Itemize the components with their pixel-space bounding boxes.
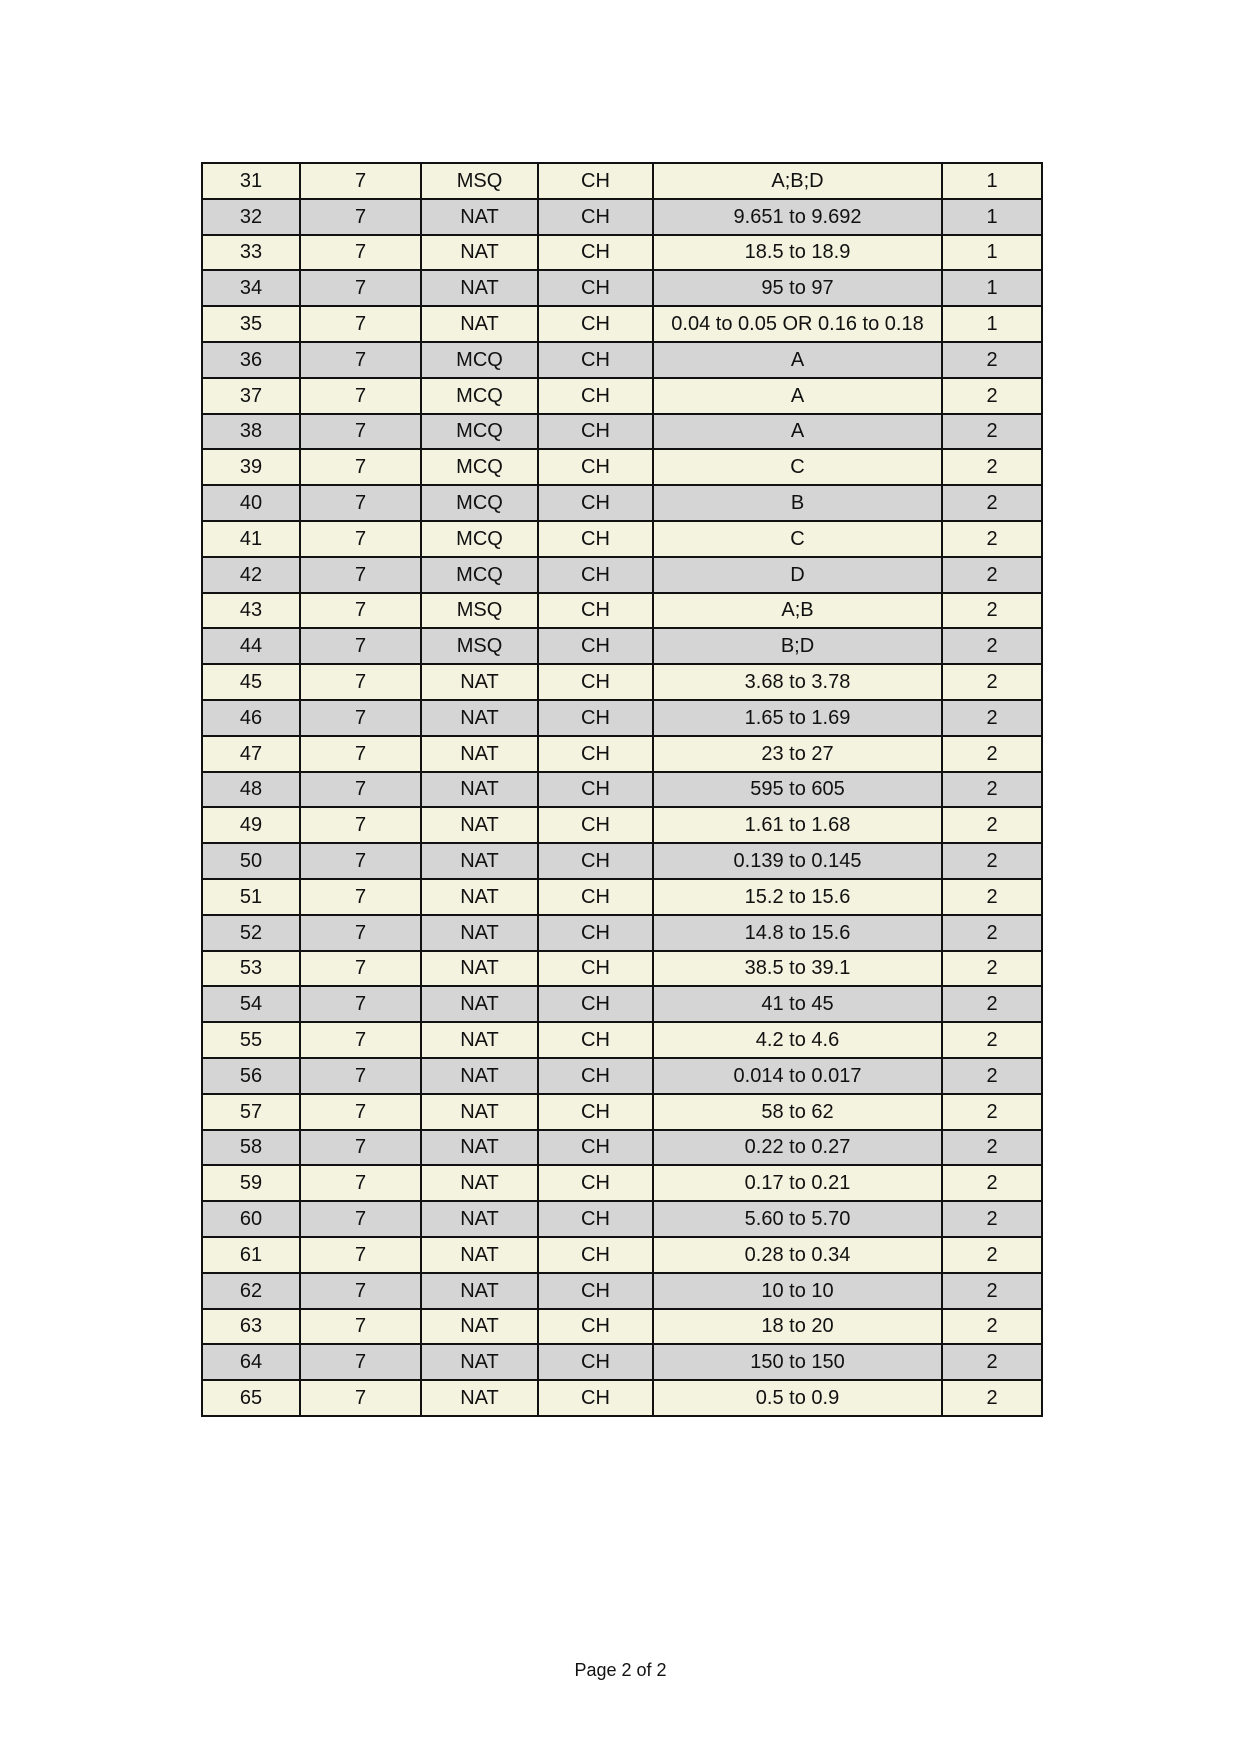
session-cell: 7	[300, 270, 421, 306]
section-cell: CH	[538, 664, 653, 700]
answer-key-cell: 38.5 to 39.1	[653, 951, 942, 987]
section-cell: CH	[538, 449, 653, 485]
marks-cell: 1	[942, 270, 1042, 306]
question-number-cell: 52	[202, 915, 300, 951]
question-type-cell: NAT	[421, 915, 538, 951]
section-cell: CH	[538, 1380, 653, 1416]
section-cell: CH	[538, 414, 653, 450]
question-number-cell: 55	[202, 1022, 300, 1058]
section-cell: CH	[538, 1344, 653, 1380]
question-type-cell: NAT	[421, 1165, 538, 1201]
question-number-cell: 62	[202, 1273, 300, 1309]
table-row	[202, 1130, 1042, 1166]
session-cell: 7	[300, 235, 421, 271]
question-number-cell: 49	[202, 807, 300, 843]
answer-key-cell: 9.651 to 9.692	[653, 199, 942, 235]
question-number-cell: 33	[202, 235, 300, 271]
marks-cell: 1	[942, 199, 1042, 235]
answer-key-cell: 14.8 to 15.6	[653, 915, 942, 951]
question-type-cell: NAT	[421, 879, 538, 915]
section-cell: CH	[538, 1022, 653, 1058]
section-cell: CH	[538, 163, 653, 199]
table-row	[202, 521, 1042, 557]
answer-key-cell: 18.5 to 18.9	[653, 235, 942, 271]
question-type-cell: NAT	[421, 1058, 538, 1094]
answer-key-body	[202, 163, 1042, 1416]
question-number-cell: 46	[202, 700, 300, 736]
question-type-cell: NAT	[421, 1380, 538, 1416]
table-row	[202, 1058, 1042, 1094]
answer-key-cell: 0.04 to 0.05 OR 0.16 to 0.18	[653, 306, 942, 342]
marks-cell: 2	[942, 736, 1042, 772]
marks-cell: 2	[942, 1022, 1042, 1058]
answer-key-cell: A;B	[653, 593, 942, 629]
answer-key-cell: A	[653, 414, 942, 450]
section-cell: CH	[538, 1201, 653, 1237]
session-cell: 7	[300, 700, 421, 736]
question-number-cell: 35	[202, 306, 300, 342]
session-cell: 7	[300, 664, 421, 700]
question-type-cell: NAT	[421, 843, 538, 879]
table-row	[202, 235, 1042, 271]
session-cell: 7	[300, 1380, 421, 1416]
question-type-cell: NAT	[421, 270, 538, 306]
question-number-cell: 41	[202, 521, 300, 557]
question-type-cell: NAT	[421, 772, 538, 808]
session-cell: 7	[300, 1130, 421, 1166]
question-type-cell: MCQ	[421, 378, 538, 414]
session-cell: 7	[300, 557, 421, 593]
section-cell: CH	[538, 1058, 653, 1094]
table-row	[202, 879, 1042, 915]
session-cell: 7	[300, 449, 421, 485]
answer-key-cell: D	[653, 557, 942, 593]
table-row	[202, 414, 1042, 450]
marks-cell: 2	[942, 1273, 1042, 1309]
question-type-cell: MSQ	[421, 163, 538, 199]
session-cell: 7	[300, 163, 421, 199]
answer-key-cell: 1.65 to 1.69	[653, 700, 942, 736]
question-type-cell: NAT	[421, 1201, 538, 1237]
session-cell: 7	[300, 879, 421, 915]
answer-key-cell: 15.2 to 15.6	[653, 879, 942, 915]
marks-cell: 2	[942, 557, 1042, 593]
marks-cell: 2	[942, 342, 1042, 378]
section-cell: CH	[538, 1309, 653, 1345]
answer-key-cell: 18 to 20	[653, 1309, 942, 1345]
marks-cell: 2	[942, 1237, 1042, 1273]
marks-cell: 2	[942, 772, 1042, 808]
session-cell: 7	[300, 951, 421, 987]
answer-key-cell: 3.68 to 3.78	[653, 664, 942, 700]
table-row	[202, 700, 1042, 736]
question-number-cell: 48	[202, 772, 300, 808]
session-cell: 7	[300, 843, 421, 879]
marks-cell: 2	[942, 485, 1042, 521]
session-cell: 7	[300, 1344, 421, 1380]
question-type-cell: MCQ	[421, 485, 538, 521]
question-number-cell: 45	[202, 664, 300, 700]
section-cell: CH	[538, 235, 653, 271]
marks-cell: 2	[942, 378, 1042, 414]
section-cell: CH	[538, 306, 653, 342]
marks-cell: 2	[942, 521, 1042, 557]
marks-cell: 2	[942, 593, 1042, 629]
table-row	[202, 772, 1042, 808]
table-row	[202, 306, 1042, 342]
question-number-cell: 40	[202, 485, 300, 521]
session-cell: 7	[300, 414, 421, 450]
question-number-cell: 60	[202, 1201, 300, 1237]
marks-cell: 2	[942, 843, 1042, 879]
table-row	[202, 1344, 1042, 1380]
session-cell: 7	[300, 378, 421, 414]
answer-key-cell: 0.17 to 0.21	[653, 1165, 942, 1201]
question-type-cell: NAT	[421, 986, 538, 1022]
marks-cell: 2	[942, 1201, 1042, 1237]
question-number-cell: 56	[202, 1058, 300, 1094]
question-type-cell: MCQ	[421, 449, 538, 485]
question-number-cell: 38	[202, 414, 300, 450]
marks-cell: 2	[942, 879, 1042, 915]
question-type-cell: NAT	[421, 736, 538, 772]
question-number-cell: 39	[202, 449, 300, 485]
section-cell: CH	[538, 772, 653, 808]
answer-key-cell: C	[653, 449, 942, 485]
question-type-cell: NAT	[421, 1344, 538, 1380]
question-type-cell: NAT	[421, 1094, 538, 1130]
section-cell: CH	[538, 1094, 653, 1130]
table-row	[202, 270, 1042, 306]
session-cell: 7	[300, 521, 421, 557]
table-row	[202, 557, 1042, 593]
table-row	[202, 163, 1042, 199]
table-row	[202, 1237, 1042, 1273]
answer-key-cell: 0.28 to 0.34	[653, 1237, 942, 1273]
marks-cell: 2	[942, 664, 1042, 700]
question-number-cell: 51	[202, 879, 300, 915]
question-type-cell: NAT	[421, 700, 538, 736]
marks-cell: 2	[942, 1380, 1042, 1416]
session-cell: 7	[300, 807, 421, 843]
question-type-cell: MCQ	[421, 342, 538, 378]
table-row	[202, 1380, 1042, 1416]
answer-key-cell: 0.5 to 0.9	[653, 1380, 942, 1416]
question-number-cell: 61	[202, 1237, 300, 1273]
section-cell: CH	[538, 736, 653, 772]
marks-cell: 2	[942, 986, 1042, 1022]
answer-key-cell: A;B;D	[653, 163, 942, 199]
question-type-cell: NAT	[421, 1130, 538, 1166]
table-row	[202, 199, 1042, 235]
session-cell: 7	[300, 306, 421, 342]
table-row	[202, 342, 1042, 378]
question-number-cell: 31	[202, 163, 300, 199]
question-number-cell: 59	[202, 1165, 300, 1201]
section-cell: CH	[538, 700, 653, 736]
question-type-cell: NAT	[421, 1022, 538, 1058]
section-cell: CH	[538, 986, 653, 1022]
answer-key-cell: A	[653, 378, 942, 414]
question-type-cell: MCQ	[421, 521, 538, 557]
question-type-cell: NAT	[421, 1273, 538, 1309]
table-row	[202, 1094, 1042, 1130]
session-cell: 7	[300, 1273, 421, 1309]
question-number-cell: 47	[202, 736, 300, 772]
answer-key-cell: 10 to 10	[653, 1273, 942, 1309]
question-type-cell: NAT	[421, 1309, 538, 1345]
table-row	[202, 1165, 1042, 1201]
section-cell: CH	[538, 378, 653, 414]
marks-cell: 1	[942, 235, 1042, 271]
section-cell: CH	[538, 557, 653, 593]
question-number-cell: 54	[202, 986, 300, 1022]
answer-key-cell: 1.61 to 1.68	[653, 807, 942, 843]
table-row	[202, 1201, 1042, 1237]
question-number-cell: 50	[202, 843, 300, 879]
question-type-cell: MSQ	[421, 593, 538, 629]
marks-cell: 2	[942, 449, 1042, 485]
marks-cell: 2	[942, 951, 1042, 987]
answer-key-cell: A	[653, 342, 942, 378]
table-row	[202, 1273, 1042, 1309]
answer-key-table	[201, 162, 1043, 1417]
table-row	[202, 378, 1042, 414]
question-number-cell: 53	[202, 951, 300, 987]
session-cell: 7	[300, 593, 421, 629]
question-type-cell: MCQ	[421, 557, 538, 593]
question-number-cell: 37	[202, 378, 300, 414]
section-cell: CH	[538, 199, 653, 235]
question-number-cell: 36	[202, 342, 300, 378]
session-cell: 7	[300, 1201, 421, 1237]
marks-cell: 2	[942, 700, 1042, 736]
table-row	[202, 843, 1042, 879]
table-row	[202, 485, 1042, 521]
section-cell: CH	[538, 1273, 653, 1309]
section-cell: CH	[538, 628, 653, 664]
table-row	[202, 1309, 1042, 1345]
session-cell: 7	[300, 485, 421, 521]
section-cell: CH	[538, 915, 653, 951]
marks-cell: 2	[942, 807, 1042, 843]
marks-cell: 1	[942, 306, 1042, 342]
answer-key-cell: 0.22 to 0.27	[653, 1130, 942, 1166]
marks-cell: 2	[942, 1130, 1042, 1166]
answer-key-cell: 58 to 62	[653, 1094, 942, 1130]
answer-key-cell: C	[653, 521, 942, 557]
question-number-cell: 44	[202, 628, 300, 664]
marks-cell: 2	[942, 915, 1042, 951]
session-cell: 7	[300, 772, 421, 808]
answer-key-cell: 41 to 45	[653, 986, 942, 1022]
question-type-cell: MSQ	[421, 628, 538, 664]
marks-cell: 2	[942, 1058, 1042, 1094]
question-type-cell: NAT	[421, 664, 538, 700]
question-number-cell: 64	[202, 1344, 300, 1380]
section-cell: CH	[538, 807, 653, 843]
answer-key-cell: 5.60 to 5.70	[653, 1201, 942, 1237]
page-number: Page 2 of 2	[574, 1660, 667, 1680]
marks-cell: 2	[942, 1094, 1042, 1130]
answer-key-cell: 150 to 150	[653, 1344, 942, 1380]
answer-key-cell: 4.2 to 4.6	[653, 1022, 942, 1058]
section-cell: CH	[538, 342, 653, 378]
question-number-cell: 34	[202, 270, 300, 306]
question-number-cell: 58	[202, 1130, 300, 1166]
section-cell: CH	[538, 1165, 653, 1201]
session-cell: 7	[300, 1094, 421, 1130]
marks-cell: 2	[942, 1165, 1042, 1201]
answer-key-cell: 0.014 to 0.017	[653, 1058, 942, 1094]
section-cell: CH	[538, 485, 653, 521]
question-type-cell: NAT	[421, 1237, 538, 1273]
answer-key-cell: 95 to 97	[653, 270, 942, 306]
table-row	[202, 915, 1042, 951]
question-number-cell: 63	[202, 1309, 300, 1345]
marks-cell: 2	[942, 628, 1042, 664]
marks-cell: 2	[942, 414, 1042, 450]
table-row	[202, 593, 1042, 629]
question-number-cell: 42	[202, 557, 300, 593]
question-type-cell: NAT	[421, 235, 538, 271]
table-row	[202, 1022, 1042, 1058]
session-cell: 7	[300, 342, 421, 378]
table-row	[202, 664, 1042, 700]
session-cell: 7	[300, 1165, 421, 1201]
section-cell: CH	[538, 593, 653, 629]
answer-key-cell: 0.139 to 0.145	[653, 843, 942, 879]
session-cell: 7	[300, 628, 421, 664]
session-cell: 7	[300, 1022, 421, 1058]
table-row	[202, 628, 1042, 664]
section-cell: CH	[538, 843, 653, 879]
session-cell: 7	[300, 1058, 421, 1094]
marks-cell: 2	[942, 1344, 1042, 1380]
section-cell: CH	[538, 270, 653, 306]
question-number-cell: 43	[202, 593, 300, 629]
table-row	[202, 951, 1042, 987]
question-type-cell: NAT	[421, 306, 538, 342]
section-cell: CH	[538, 879, 653, 915]
table-row	[202, 449, 1042, 485]
session-cell: 7	[300, 1309, 421, 1345]
section-cell: CH	[538, 1130, 653, 1166]
section-cell: CH	[538, 1237, 653, 1273]
question-type-cell: NAT	[421, 199, 538, 235]
question-number-cell: 32	[202, 199, 300, 235]
question-type-cell: NAT	[421, 807, 538, 843]
section-cell: CH	[538, 951, 653, 987]
session-cell: 7	[300, 915, 421, 951]
table-row	[202, 736, 1042, 772]
session-cell: 7	[300, 1237, 421, 1273]
question-number-cell: 65	[202, 1380, 300, 1416]
answer-key-cell: B	[653, 485, 942, 521]
marks-cell: 2	[942, 1309, 1042, 1345]
question-type-cell: MCQ	[421, 414, 538, 450]
table-row	[202, 807, 1042, 843]
section-cell: CH	[538, 521, 653, 557]
marks-cell: 1	[942, 163, 1042, 199]
session-cell: 7	[300, 736, 421, 772]
question-number-cell: 57	[202, 1094, 300, 1130]
table-row	[202, 986, 1042, 1022]
answer-key-cell: B;D	[653, 628, 942, 664]
session-cell: 7	[300, 199, 421, 235]
answer-key-cell: 595 to 605	[653, 772, 942, 808]
question-type-cell: NAT	[421, 951, 538, 987]
session-cell: 7	[300, 986, 421, 1022]
answer-key-cell: 23 to 27	[653, 736, 942, 772]
